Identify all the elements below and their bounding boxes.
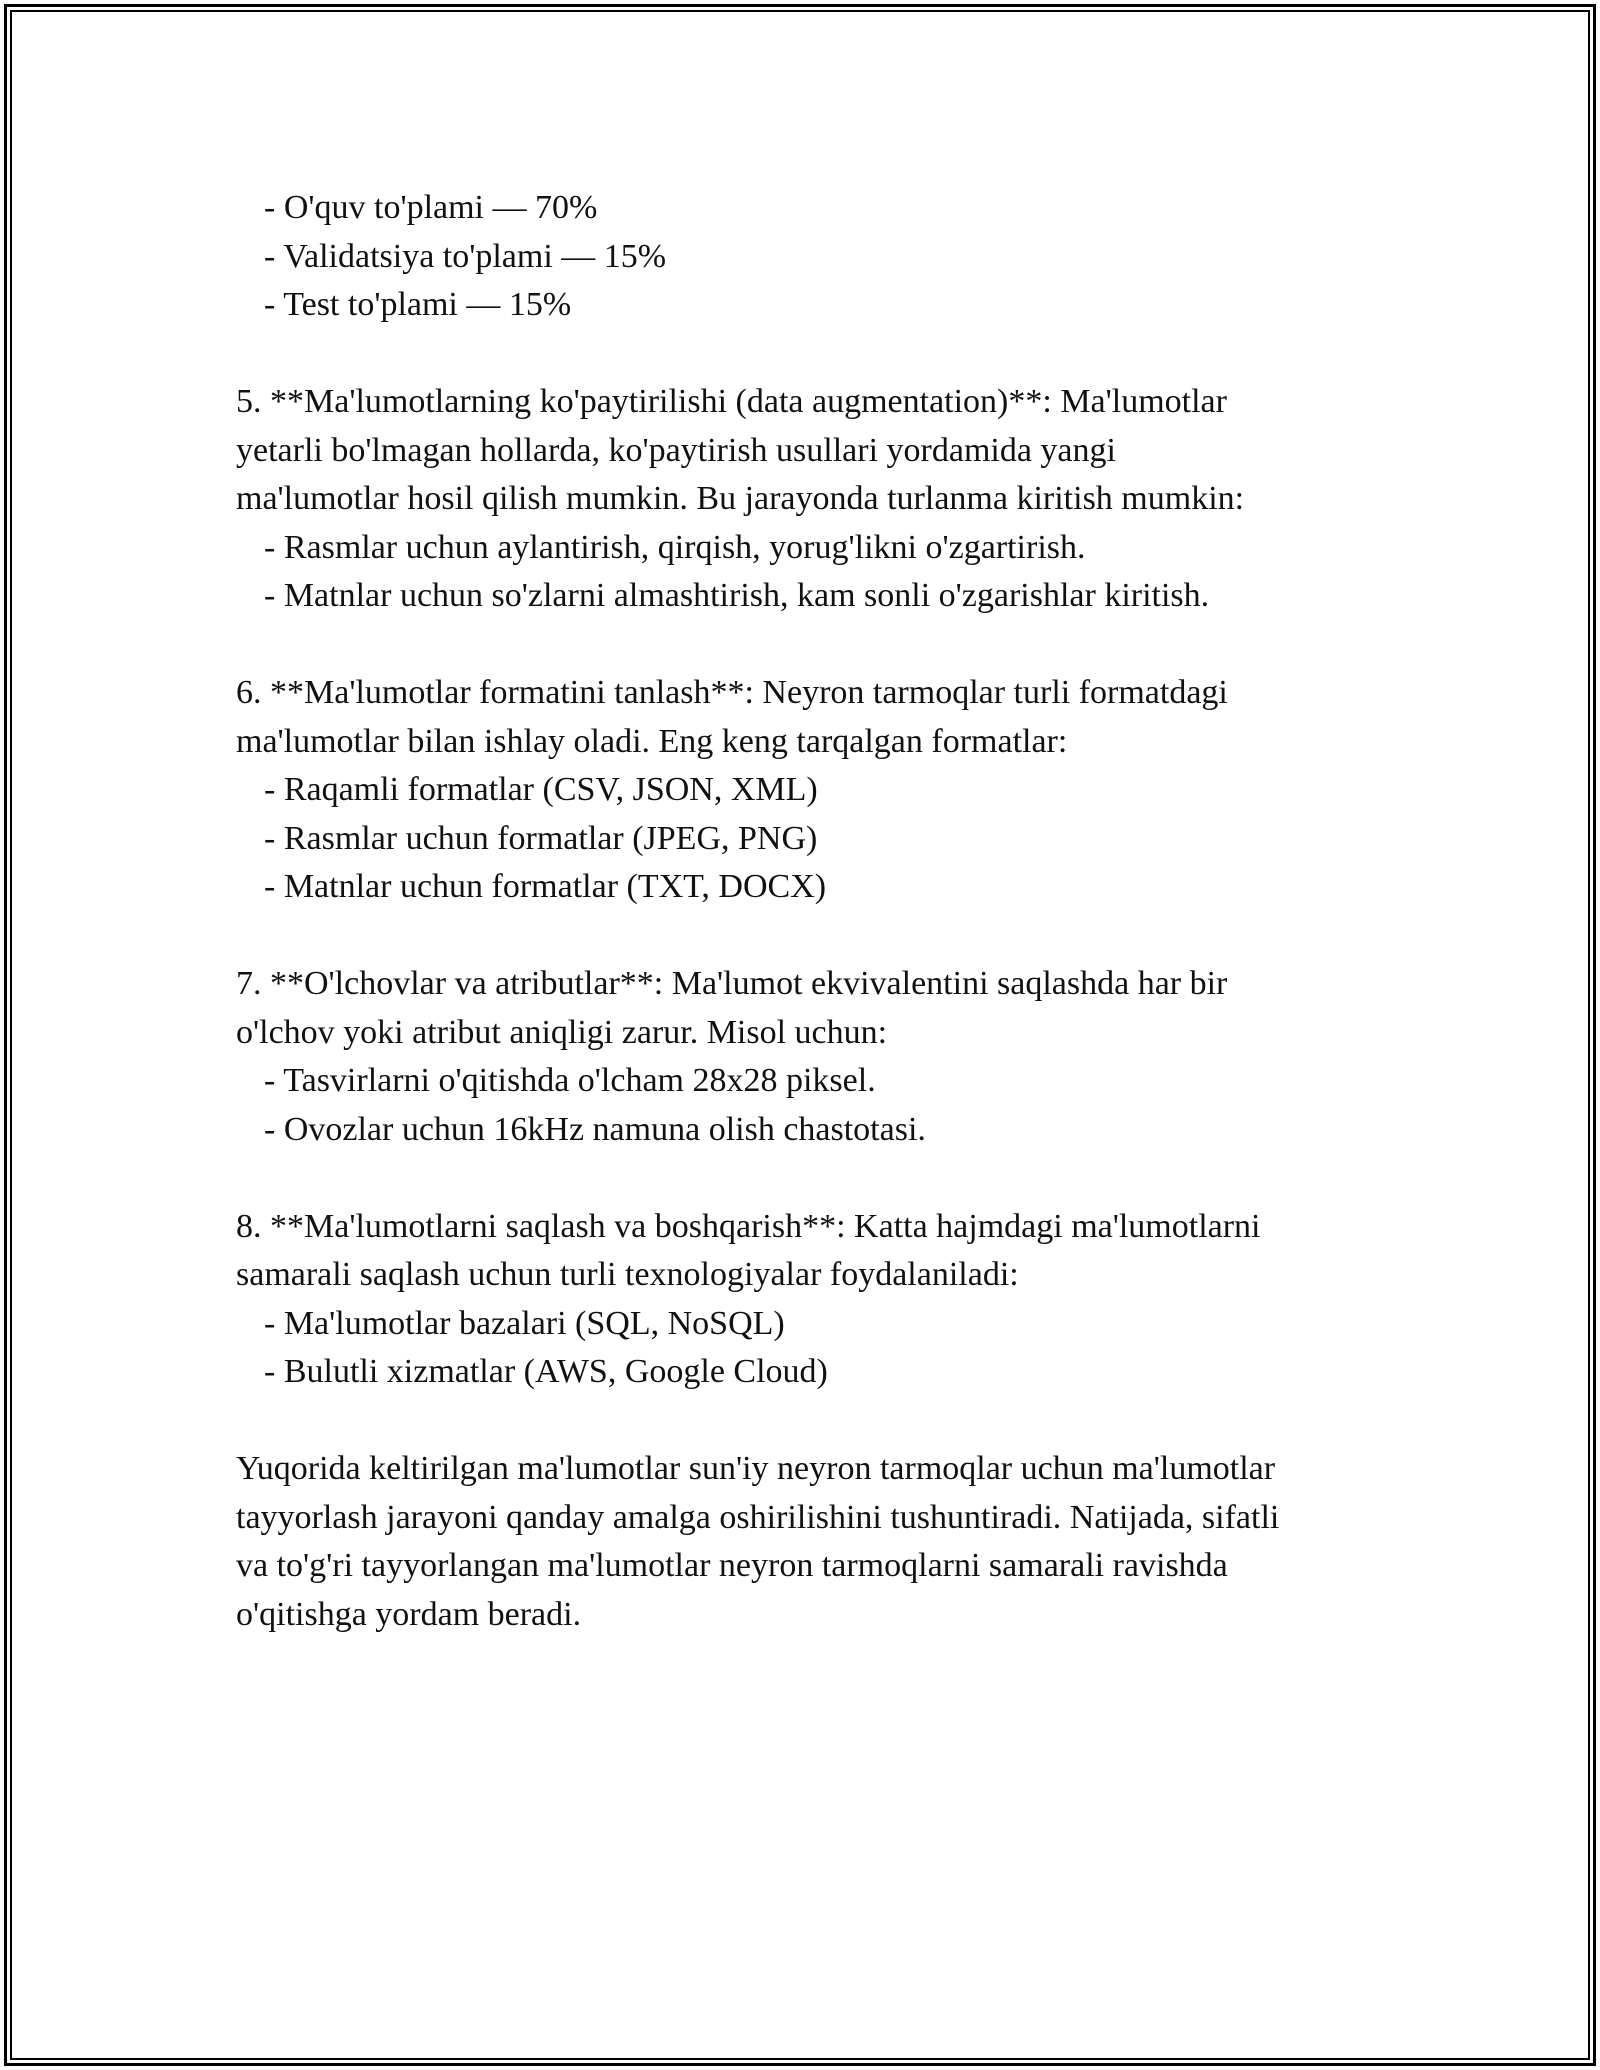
paragraph-line: 6. **Ma'lumotlar formatini tanlash**: Neyron tarmoqlar turli formatdagi — [236, 674, 1228, 711]
list-item: - Tasvirlarni o'qitishda o'lcham 28x28 piksel. — [264, 1062, 876, 1099]
paragraph-line: samarali saqlash uchun turli texnologiyalar foydalaniladi: — [236, 1256, 1019, 1293]
section-measurements — [236, 960, 1416, 1154]
list-item: - Test to'plami — 15% — [264, 286, 572, 323]
spacer — [236, 621, 1416, 670]
paragraph-line: ma'lumotlar hosil qilish mumkin. Bu jarayonda turlanma kiritish mumkin: — [236, 480, 1245, 517]
section-storage — [236, 1203, 1416, 1397]
paragraph-line: tayyorlash jarayoni qanday amalga oshirilishini tushuntiradi. Natijada, sifatli — [236, 1498, 1280, 1536]
list-item: - Rasmlar uchun aylantirish, qirqish, yorug'likni o'zgartirish. — [264, 528, 1086, 566]
list-item: - Raqamli formatlar (CSV, JSON, XML) — [264, 771, 818, 808]
paragraph-line: o'qitishga yordam beradi. — [236, 1595, 582, 1633]
paragraph-line: 5. **Ma'lumotlarning ko'paytirilishi (data augmentation)**: Ma'lumotlar — [236, 383, 1227, 420]
paragraph-line: yetarli bo'lmagan hollarda, ko'paytirish usullari yordamida yangi — [236, 431, 1116, 469]
list-item: - Ma'lumotlar bazalari (SQL, NoSQL) — [264, 1304, 785, 1342]
paragraph-line: 7. **O'lchovlar va atributlar**: Ma'lumot ekvivalentini saqlashda har bir — [236, 965, 1228, 1002]
spacer — [236, 1397, 1416, 1446]
list-item: - Rasmlar uchun formatlar (JPEG, PNG) — [264, 819, 818, 857]
section-data-augmentation — [236, 378, 1416, 621]
spacer — [236, 912, 1416, 961]
list-item: - Matnlar uchun formatlar (TXT, DOCX) — [264, 868, 827, 905]
section-data-format — [236, 669, 1416, 912]
paragraph-line: o'lchov yoki atribut aniqligi zarur. Misol uchun: — [236, 1013, 888, 1051]
paragraph-line: ma'lumotlar bilan ishlay oladi. Eng keng tarqalgan formatlar: — [236, 722, 1068, 760]
document-body — [236, 184, 1416, 1639]
paragraph-line: 8. **Ma'lumotlarni saqlash va boshqarish**: Katta hajmdagi ma'lumotlarni — [236, 1207, 1261, 1245]
list-item: - Bulutli xizmatlar (AWS, Google Cloud) — [264, 1353, 828, 1390]
spacer — [236, 330, 1416, 379]
list-item: - Validatsiya to'plami — 15% — [264, 237, 667, 275]
conclusion-paragraph — [236, 1445, 1416, 1639]
paragraph-line: Yuqorida keltirilgan ma'lumotlar sun'iy neyron tarmoqlar uchun ma'lumotlar — [236, 1450, 1276, 1487]
list-item: - Ovozlar uchun 16kHz namuna olish chastotasi. — [264, 1110, 926, 1148]
list-item: - Matnlar uchun so'zlarni almashtirish, kam sonli o'zgarishlar kiritish. — [264, 577, 1210, 614]
split-list — [236, 184, 1416, 330]
list-item: - O'quv to'plami — 70% — [264, 189, 598, 226]
spacer — [236, 1154, 1416, 1203]
paragraph-line: va to'g'ri tayyorlangan ma'lumotlar neyron tarmoqlarni samarali ravishda — [236, 1547, 1228, 1584]
